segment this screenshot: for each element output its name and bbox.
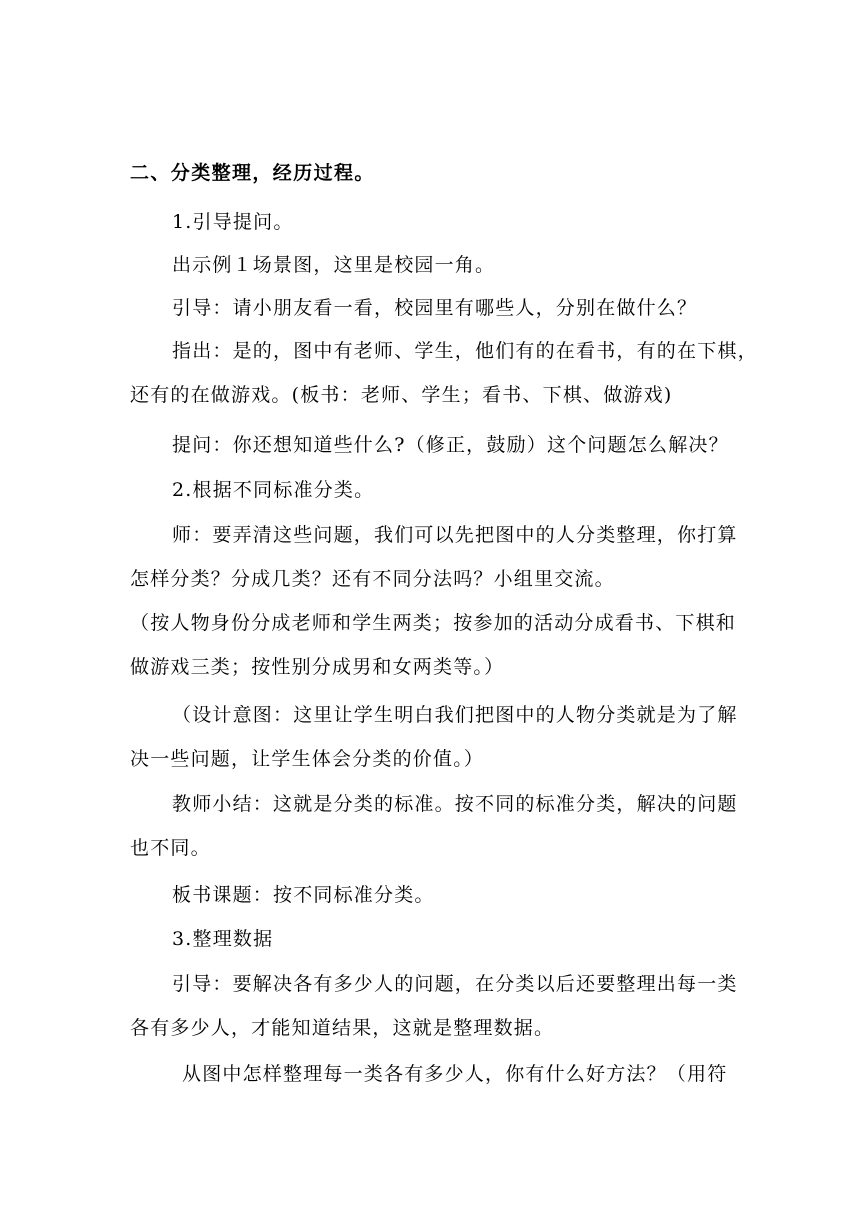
paragraph-line: 各有多少人，才能知道结果，这就是整理数据。 (130, 1017, 555, 1039)
section-heading: 二、分类整理，经历过程。 (130, 162, 375, 184)
paragraph-line: 决一些问题，让学生体会分类的价值。） (130, 748, 485, 770)
paragraph-line: 引导：要解决各有多少人的问题，在分类以后还要整理出每一类 (172, 973, 738, 995)
paragraph-line: （设计意图：这里让学生明白我们把图中的人物分类就是为了解 (172, 704, 738, 726)
paragraph-line: 教师小结：这就是分类的标准。按不同的标准分类，解决的问题 (172, 793, 738, 815)
paragraph-line: 怎样分类？分成几类？还有不同分法吗？小组里交流。 (130, 568, 615, 590)
paragraph-line: 出示例１场景图，这里是校园一角。 (172, 254, 496, 276)
paragraph-line: 还有的在做游戏。(板书：老师、学生；看书、下棋、做游戏) (130, 384, 673, 406)
paragraph-line: 也不同。 (130, 837, 211, 859)
paragraph-line: 引导：请小朋友看一看，校园里有哪些人，分别在做什么？ (172, 297, 698, 319)
paragraph-line: （按人物身份分成老师和学生两类；按参加的活动分成看书、下棋和 (130, 612, 737, 634)
paragraph-line: 提问：你还想知道些什么?（修正，鼓励）这个问题怎么解决？ (172, 434, 729, 456)
paragraph-line: 从图中怎样整理每一类各有多少人，你有什么好方法？（用符 (182, 1063, 728, 1085)
numbered-item-2: 2.根据不同标准分类。 (172, 479, 375, 501)
numbered-item-3: 3.整理数据 (172, 928, 274, 950)
paragraph-line: 指出：是的，图中有老师、学生，他们有的在看书，有的在下棋， (172, 340, 758, 362)
paragraph-line: 做游戏三类；按性别分成男和女两类等。） (130, 656, 505, 678)
numbered-item-1: 1.引导提问。 (172, 211, 294, 233)
paragraph-line: 板书课题：按不同标准分类。 (172, 884, 435, 906)
paragraph-line: 师：要弄清这些问题，我们可以先把图中的人分类整理，你打算 (172, 524, 738, 546)
